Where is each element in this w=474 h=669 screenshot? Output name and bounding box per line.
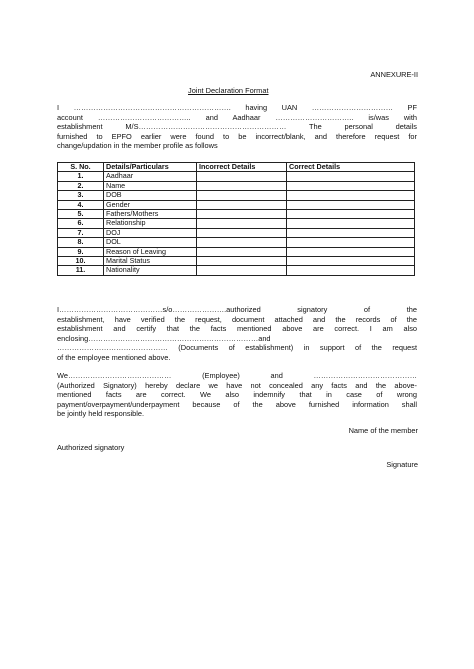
table-row — [58, 247, 415, 256]
table-header-row — [58, 163, 415, 172]
table-row — [58, 257, 415, 266]
incorrect-cell — [197, 172, 287, 181]
row-particular: Gender — [104, 200, 197, 209]
annexure-label: ANNEXURE-II — [370, 70, 418, 79]
header-details: Details/Particulars — [104, 163, 197, 172]
declaration-line: We…………………………………… (Employee) and …………………………………… — [57, 371, 417, 380]
table-row — [58, 172, 415, 181]
header-incorrect: Incorrect Details — [197, 163, 287, 172]
incorrect-cell — [197, 210, 287, 219]
name-of-member-label: Name of the member — [348, 426, 418, 435]
intro-line: furnished to EPFO earlier were found to be incorrect/blank, and therefore request for — [57, 131, 417, 141]
document-title: Joint Declaration Format — [188, 86, 269, 95]
row-particular: Marital Status — [104, 257, 197, 266]
certification-line: of the employee mentioned above. — [57, 352, 171, 362]
row-number: 1. — [58, 172, 104, 181]
certification-line: enclosing……………………………………………………………and — [57, 333, 271, 343]
row-particular: Nationality — [104, 266, 197, 275]
row-number: 5. — [58, 210, 104, 219]
signature-label: Signature — [386, 460, 418, 469]
correct-cell — [287, 172, 415, 181]
row-particular: Relationship — [104, 219, 197, 228]
table-row — [58, 219, 415, 228]
certification-line: establishment and certify that the facts mentioned above are correct. I am also — [57, 324, 417, 334]
incorrect-cell — [197, 266, 287, 275]
incorrect-cell — [197, 238, 287, 247]
declaration-paragraph — [57, 371, 417, 419]
row-number: 6. — [58, 219, 104, 228]
incorrect-cell — [197, 200, 287, 209]
row-number: 2. — [58, 181, 104, 190]
correct-cell — [287, 238, 415, 247]
correct-cell — [287, 266, 415, 275]
row-number: 3. — [58, 191, 104, 200]
authorized-signatory-label: Authorized signatory — [57, 443, 125, 452]
table-row — [58, 200, 415, 209]
table-row — [58, 191, 415, 200]
row-particular: Name — [104, 181, 197, 190]
row-number: 7. — [58, 228, 104, 237]
correct-cell — [287, 247, 415, 256]
certification-line: establishment, have verified the request, document attached and the records of the — [57, 314, 417, 324]
declaration-line: be jointly held responsible. — [57, 409, 145, 419]
row-number: 10. — [58, 257, 104, 266]
table-row — [58, 210, 415, 219]
intro-line: establishment M/S…………………………………………………… The personal details — [57, 122, 417, 132]
table-row — [58, 228, 415, 237]
correct-cell — [287, 200, 415, 209]
details-table — [57, 162, 415, 276]
table-row — [58, 238, 415, 247]
declaration-line: payment/overpayment/underpayment because of the above furnished information shall — [57, 399, 417, 409]
row-particular: Aadhaar — [104, 172, 197, 181]
correct-cell — [287, 257, 415, 266]
header-correct: Correct Details — [287, 163, 415, 172]
correct-cell — [287, 228, 415, 237]
incorrect-cell — [197, 181, 287, 190]
table-row — [58, 266, 415, 275]
incorrect-cell — [197, 228, 287, 237]
row-particular: DOB — [104, 191, 197, 200]
table-row — [58, 181, 415, 190]
certification-line: ……………………………………… (Documents of establishment) in support of the request — [57, 343, 417, 353]
intro-line: account ……………………………….. and Aadhaar ………………………….. is/was with — [57, 112, 417, 122]
intro-line: change/updation in the member profile as follows — [57, 141, 218, 151]
certification-line: I……………………………………s/o………………….authorized signatory of the — [57, 305, 417, 314]
declaration-line: mentioned facts are correct. We also indemnify that in case of wrong — [57, 390, 417, 400]
correct-cell — [287, 219, 415, 228]
row-particular: Reason of Leaving — [104, 247, 197, 256]
intro-paragraph — [57, 103, 417, 151]
correct-cell — [287, 210, 415, 219]
correct-cell — [287, 181, 415, 190]
header-sno: S. No. — [58, 163, 104, 172]
intro-line: I ………………………………………………………. having UAN …………………………… PF — [57, 103, 417, 112]
row-number: 11. — [58, 266, 104, 275]
row-particular: DOJ — [104, 228, 197, 237]
incorrect-cell — [197, 247, 287, 256]
row-number: 4. — [58, 200, 104, 209]
incorrect-cell — [197, 219, 287, 228]
certification-paragraph — [57, 305, 417, 363]
correct-cell — [287, 191, 415, 200]
row-particular: Fathers/Mothers — [104, 210, 197, 219]
row-number: 8. — [58, 238, 104, 247]
row-particular: DOL — [104, 238, 197, 247]
row-number: 9. — [58, 247, 104, 256]
declaration-line: (Authorized Signatory) hereby declare we have not concealed any facts and the above- — [57, 380, 417, 390]
incorrect-cell — [197, 257, 287, 266]
incorrect-cell — [197, 191, 287, 200]
